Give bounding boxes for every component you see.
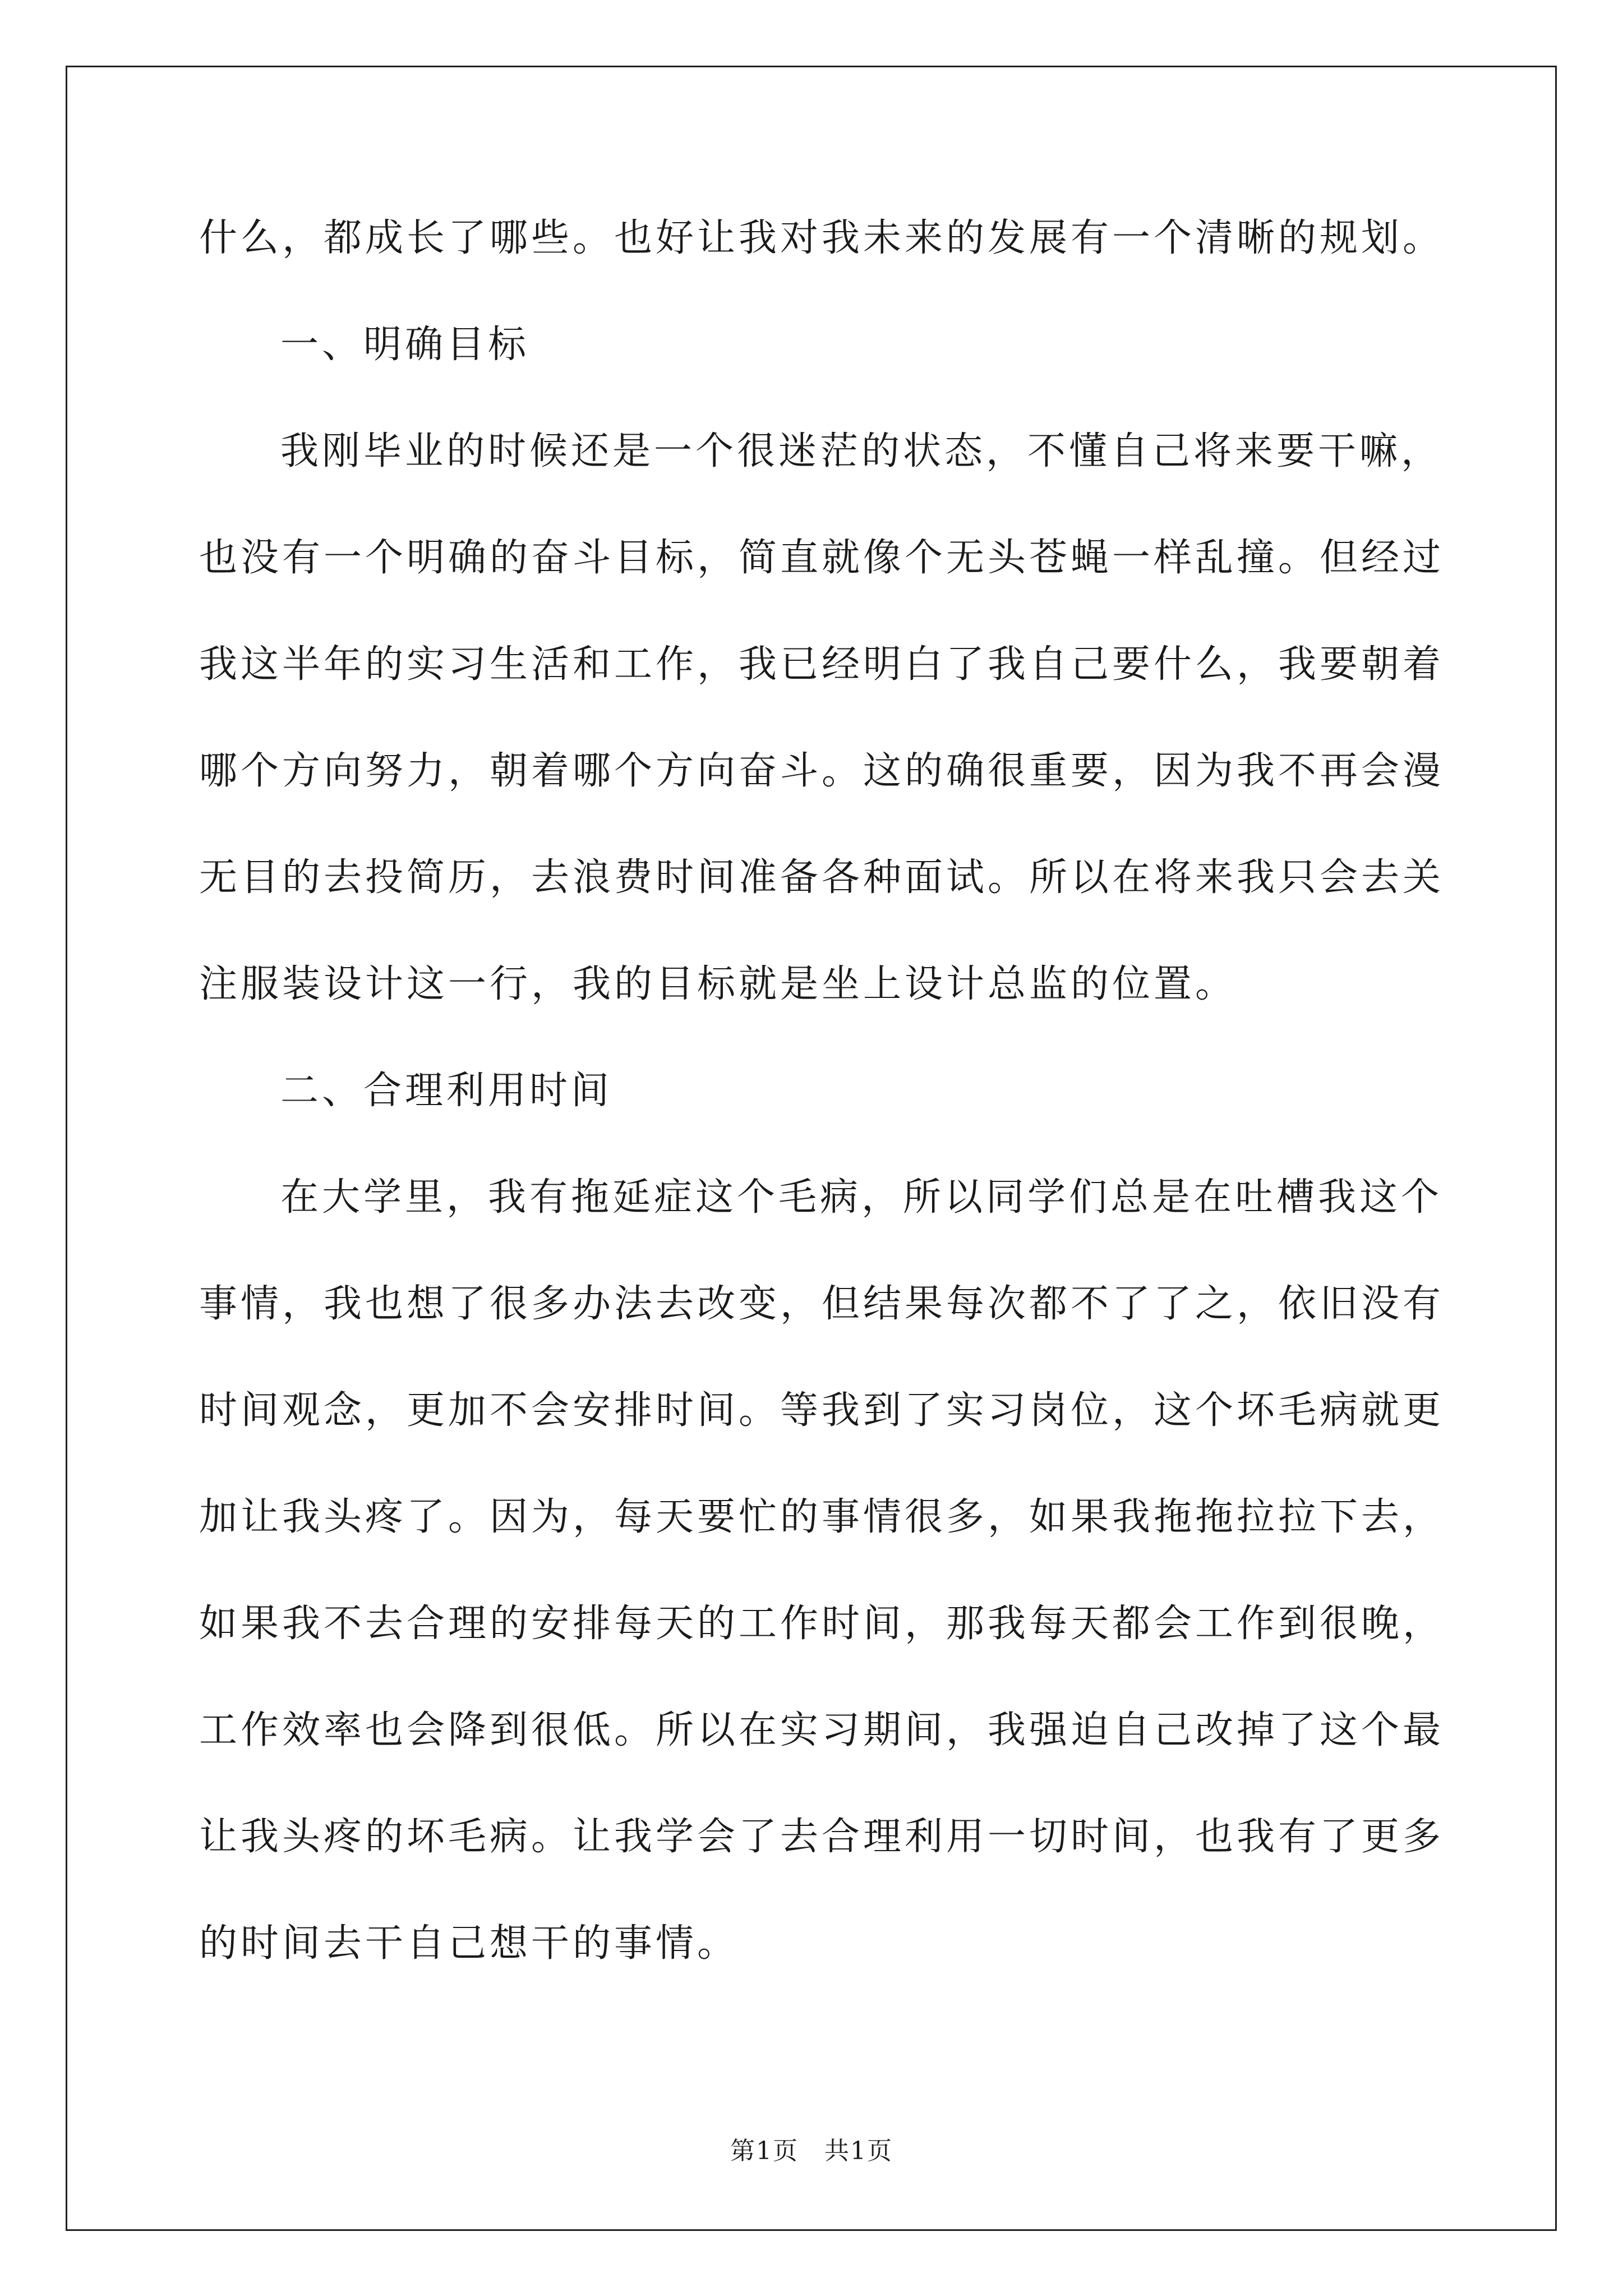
paragraph-line: 注服装设计这一行，我的目标就是坐上设计总监的位置。	[199, 962, 1237, 1006]
paragraph-line: 也没有一个明确的奋斗目标，简直就像个无头苍蝇一样乱撞。但经过	[199, 536, 1445, 580]
paragraph-line: 我这半年的实习生活和工作，我已经明白了我自己要什么，我要朝着	[199, 642, 1445, 687]
paragraph-line: 工作效率也会降到很低。所以在实习期间，我强迫自己改掉了这个最	[199, 1708, 1445, 1752]
paragraph-line: 加让我头疼了。因为，每天要忙的事情很多，如果我拖拖拉拉下去，	[199, 1495, 1445, 1539]
paragraph-line: 让我头疼的坏毛病。让我学会了去合理利用一切时间，也我有了更多	[199, 1815, 1445, 1859]
paragraph-line: 在大学里，我有拖延症这个毛病，所以同学们总是在吐槽我这个	[280, 1175, 1443, 1220]
page-border	[66, 66, 1557, 2231]
paragraph-line: 如果我不去合理的安排每天的工作时间，那我每天都会工作到很晚，	[199, 1602, 1445, 1646]
paragraph-line: 的时间去干自己想干的事情。	[199, 1921, 739, 1966]
paragraph-line: 什么，都成长了哪些。也好让我对我未来的发展有一个清晰的规划。	[199, 216, 1445, 260]
section-heading: 二、合理利用时间	[280, 1069, 613, 1113]
paragraph-line: 我刚毕业的时候还是一个很迷茫的状态，不懂自己将来要干嘛，	[280, 429, 1443, 473]
paragraph-line: 无目的去投简历，去浪费时间准备各种面试。所以在将来我只会去关	[199, 855, 1445, 900]
section-heading: 一、明确目标	[280, 323, 530, 367]
paragraph-line: 哪个方向努力，朝着哪个方向奋斗。这的确很重要，因为我不再会漫	[199, 749, 1445, 793]
page-footer: 第1页 共1页	[730, 2137, 893, 2165]
paragraph-line: 事情，我也想了很多办法去改变，但结果每次都不了了之，依旧没有	[199, 1282, 1445, 1326]
paragraph-line: 时间观念，更加不会安排时间。等我到了实习岗位，这个坏毛病就更	[199, 1388, 1445, 1433]
